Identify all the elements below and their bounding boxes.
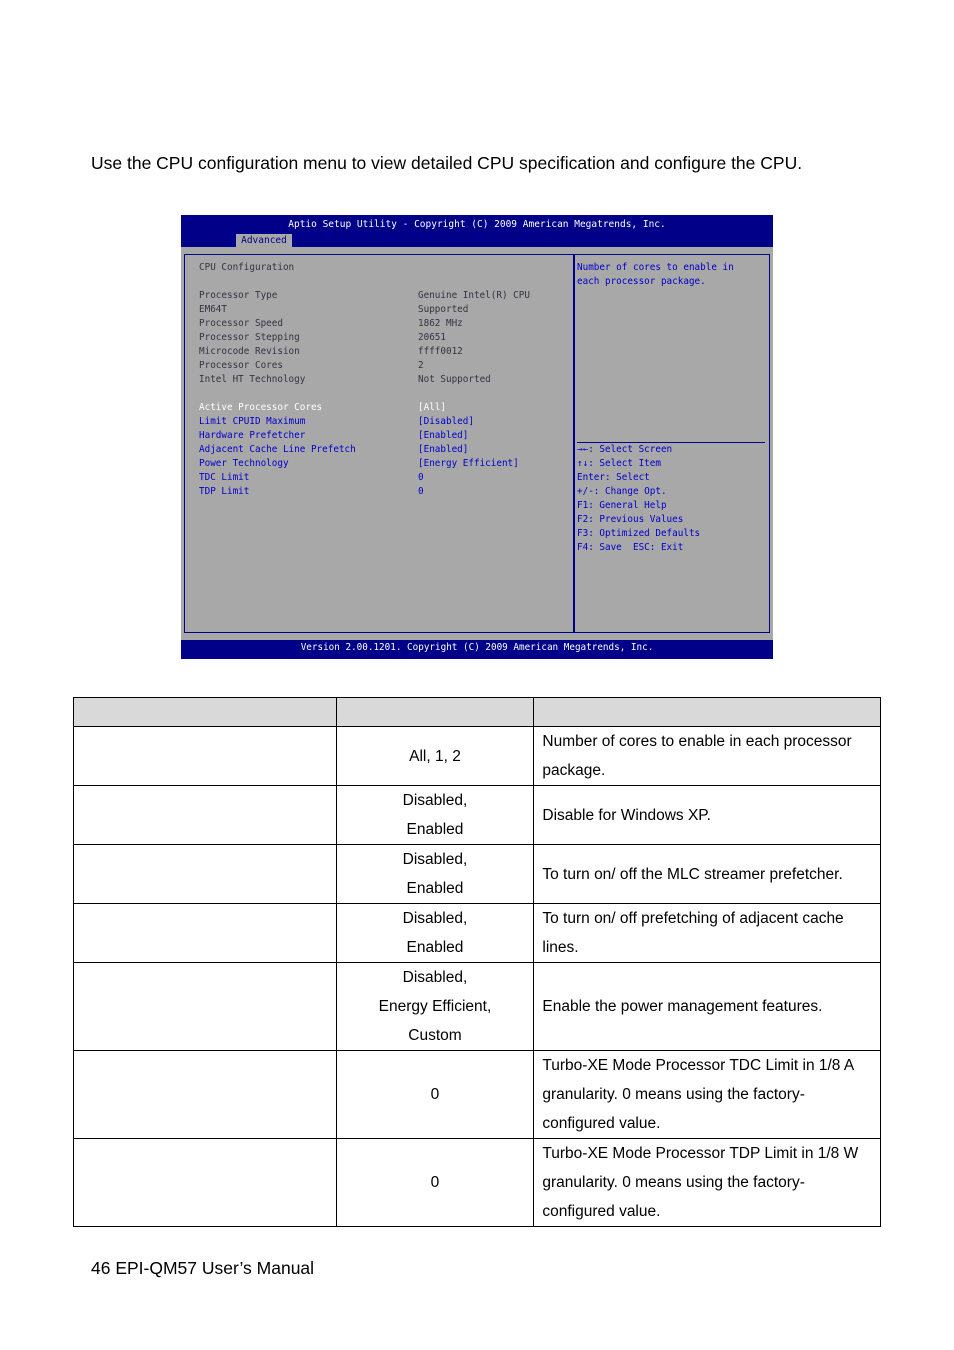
info-label: Processor Stepping bbox=[199, 332, 300, 343]
key-hint: F4: Save ESC: Exit bbox=[577, 542, 684, 553]
table-row bbox=[74, 904, 881, 963]
intro-paragraph: Use the CPU configuration menu to view detailed CPU specification and configure the CPU. bbox=[91, 153, 803, 173]
table-header-row bbox=[74, 698, 881, 727]
option-tdc-limit[interactable]: TDC Limit bbox=[199, 472, 250, 483]
info-value: Supported bbox=[418, 304, 469, 315]
key-hint: F3: Optimized Defaults bbox=[577, 528, 701, 539]
option-desc-cell: Enable the power management features. bbox=[534, 963, 881, 1051]
option-name-cell bbox=[74, 845, 337, 904]
option-desc-cell: To turn on/ off prefetching of adjacent cache lines. bbox=[534, 904, 881, 963]
info-value: 1862 MHz bbox=[418, 318, 463, 329]
option-name-cell bbox=[74, 786, 337, 845]
bios-screenshot bbox=[181, 215, 773, 659]
option-name-cell bbox=[74, 727, 337, 786]
table-header-cell bbox=[534, 698, 881, 727]
info-label: Microcode Revision bbox=[199, 346, 300, 357]
table-row bbox=[74, 786, 881, 845]
help-pane bbox=[574, 254, 770, 633]
table-row bbox=[74, 963, 881, 1051]
key-hint: ↑↓: Select Item bbox=[577, 458, 661, 469]
tab-advanced[interactable]: Advanced bbox=[236, 234, 292, 247]
table-row bbox=[74, 845, 881, 904]
option-desc-cell: Number of cores to enable in each processor package. bbox=[534, 727, 881, 786]
options-table bbox=[73, 697, 881, 1227]
section-title: CPU Configuration bbox=[199, 262, 295, 273]
page-footer: 46 EPI-QM57 User’s Manual bbox=[91, 1258, 315, 1278]
key-hint: Enter: Select bbox=[577, 472, 650, 483]
option-name-cell bbox=[74, 904, 337, 963]
key-hint: +/-: Change Opt. bbox=[577, 486, 667, 497]
info-label: Processor Cores bbox=[199, 360, 283, 371]
option-name-cell bbox=[74, 1051, 337, 1139]
option-active-processor-cores[interactable]: Active Processor Cores bbox=[199, 402, 323, 413]
bios-footer: Version 2.00.1201. Copyright (C) 2009 American Megatrends, Inc. bbox=[300, 642, 654, 653]
option-name-cell bbox=[74, 963, 337, 1051]
option-hardware-prefetcher[interactable]: Hardware Prefetcher bbox=[199, 430, 306, 441]
help-text: Number of cores to enable in bbox=[577, 262, 734, 273]
option-desc-cell: Turbo-XE Mode Processor TDC Limit in 1/8 A granularity. 0 means using the factory-configured value. bbox=[534, 1051, 881, 1139]
option-value[interactable]: [Disabled] bbox=[418, 416, 474, 427]
table-header-cell bbox=[336, 698, 534, 727]
bios-body bbox=[181, 247, 773, 640]
option-values-cell: Disabled, Energy Efficient, Custom bbox=[336, 963, 534, 1051]
option-value[interactable]: 0 bbox=[418, 486, 424, 497]
option-value[interactable]: [Enabled] bbox=[418, 444, 469, 455]
option-values-cell: Disabled, Enabled bbox=[336, 845, 534, 904]
key-hint: →←: Select Screen bbox=[577, 444, 673, 455]
option-values-cell: 0 bbox=[336, 1051, 534, 1139]
option-tdp-limit[interactable]: TDP Limit bbox=[199, 486, 250, 497]
option-values-cell: Disabled, Enabled bbox=[336, 904, 534, 963]
table-row bbox=[74, 727, 881, 786]
option-value[interactable]: [Energy Efficient] bbox=[418, 458, 519, 469]
info-label: Processor Type bbox=[199, 290, 278, 301]
info-value: ffff0012 bbox=[418, 346, 463, 357]
option-values-cell: 0 bbox=[336, 1139, 534, 1227]
info-label: Processor Speed bbox=[199, 318, 283, 329]
option-values-cell: Disabled, Enabled bbox=[336, 786, 534, 845]
table-row bbox=[74, 1139, 881, 1227]
help-text: each processor package. bbox=[577, 276, 706, 287]
key-hint: F1: General Help bbox=[577, 500, 667, 511]
info-value: Genuine Intel(R) CPU bbox=[418, 290, 530, 301]
option-limit-cpuid-maximum[interactable]: Limit CPUID Maximum bbox=[199, 416, 306, 427]
option-value[interactable]: [All] bbox=[418, 402, 446, 413]
option-power-technology[interactable]: Power Technology bbox=[199, 458, 289, 469]
settings-pane bbox=[184, 254, 574, 633]
option-desc-cell: Disable for Windows XP. bbox=[534, 786, 881, 845]
option-desc-cell: Turbo-XE Mode Processor TDP Limit in 1/8 W granularity. 0 means using the factory-configured value. bbox=[534, 1139, 881, 1227]
info-value: Not Supported bbox=[418, 374, 491, 385]
option-adjacent-cache-line-prefetch[interactable]: Adjacent Cache Line Prefetch bbox=[199, 444, 356, 455]
option-value[interactable]: 0 bbox=[418, 472, 424, 483]
key-hint: F2: Previous Values bbox=[577, 514, 684, 525]
table-row bbox=[74, 1051, 881, 1139]
option-desc-cell: To turn on/ off the MLC streamer prefetcher. bbox=[534, 845, 881, 904]
table-header-cell bbox=[74, 698, 337, 727]
info-label: Intel HT Technology bbox=[199, 374, 306, 385]
option-values-cell: All, 1, 2 bbox=[336, 727, 534, 786]
option-value[interactable]: [Enabled] bbox=[418, 430, 469, 441]
info-value: 20651 bbox=[418, 332, 446, 343]
option-name-cell bbox=[74, 1139, 337, 1227]
info-label: EM64T bbox=[199, 304, 227, 315]
bios-title: Aptio Setup Utility - Copyright (C) 2009 American Megatrends, Inc. bbox=[288, 219, 666, 230]
info-value: 2 bbox=[418, 360, 424, 371]
